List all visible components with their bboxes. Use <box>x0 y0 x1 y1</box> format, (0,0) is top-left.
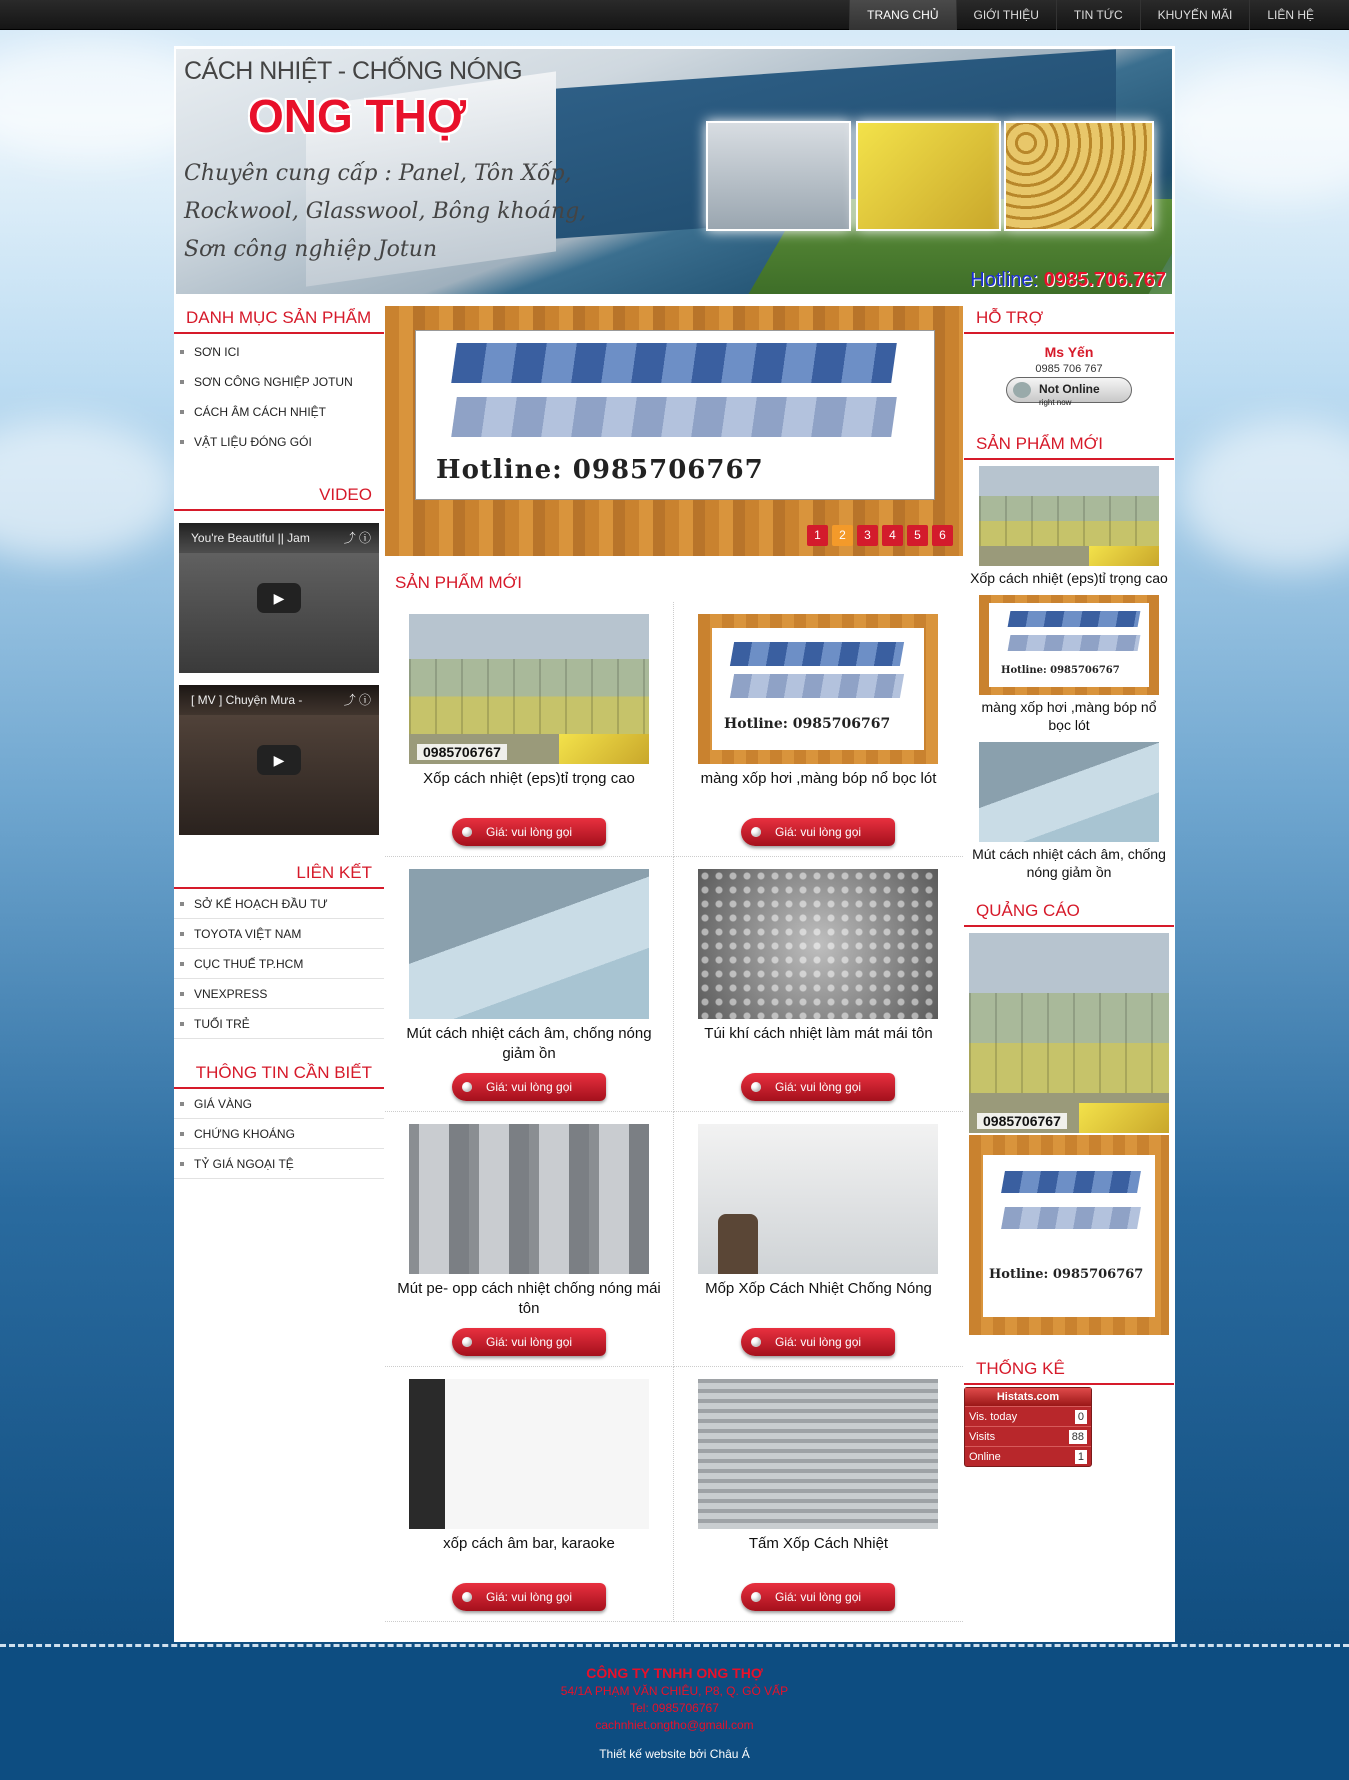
play-icon[interactable]: ▶ <box>257 583 301 613</box>
video-title: VIDEO <box>174 479 384 511</box>
footer-designer[interactable]: Thiết kế website bởi Châu Á <box>599 1747 750 1761</box>
link-item[interactable]: TUỔI TRẺ <box>174 1009 384 1039</box>
header-banner[interactable] <box>176 49 1172 294</box>
category-item-cach-am[interactable]: CÁCH ÂM CÁCH NHIỆT <box>174 397 384 427</box>
product-name[interactable]: màng xốp hơi ,màng bóp nổ bọc lót <box>700 770 937 787</box>
product-image[interactable] <box>409 869 649 1019</box>
product-image[interactable] <box>698 614 938 764</box>
slider-page-2[interactable]: 2 <box>832 525 853 546</box>
new-products-title: SẢN PHẨM MỚI <box>395 573 522 592</box>
info-title: THÔNG TIN CẦN BIẾT <box>174 1057 384 1089</box>
banner-headline: CÁCH NHIỆT - CHỐNG NÓNG <box>184 57 523 85</box>
histats-brand: Histats.com <box>965 1388 1091 1406</box>
price-button[interactable]: Giá: vui lòng gọi <box>741 1328 895 1356</box>
right-sidebar <box>964 302 1174 1467</box>
slider-page-3[interactable]: 3 <box>857 525 878 546</box>
info-menu <box>174 1089 384 1179</box>
nav-item-contact[interactable]: LIÊN HỆ <box>1249 0 1331 30</box>
panel-graphic <box>730 642 904 666</box>
video-player[interactable] <box>179 685 379 835</box>
product-image[interactable] <box>698 1124 938 1274</box>
price-button[interactable]: Giá: vui lòng gọi <box>741 1583 895 1611</box>
stats-label: Online <box>969 1451 1001 1463</box>
product-name[interactable]: Mốp Xốp Cách Nhiệt Chống Nóng <box>705 1280 932 1297</box>
video-title-bar <box>179 523 379 553</box>
price-button[interactable]: Giá: vui lòng gọi <box>452 1328 606 1356</box>
support-title: HỖ TRỢ <box>964 302 1174 334</box>
nav-item-news[interactable]: TIN TỨC <box>1056 0 1140 30</box>
side-product-name[interactable]: Xốp cách nhiệt (eps)tỉ trọng cao <box>970 570 1168 586</box>
support-phone: 0985 706 767 <box>1035 363 1103 375</box>
product-card[interactable] <box>674 1112 963 1367</box>
ad-hotline: Hotline: 0985706767 <box>989 1267 1144 1282</box>
info-item-exchange[interactable]: TỶ GIÁ NGOẠI TỆ <box>174 1149 384 1179</box>
side-product[interactable] <box>964 742 1174 881</box>
product-card[interactable] <box>385 1367 674 1622</box>
video-title-text: You're Beautiful || Jam <box>191 531 310 545</box>
support-name: Ms Yến <box>1044 344 1094 360</box>
slider-page-1[interactable]: 1 <box>807 525 828 546</box>
product-name[interactable]: Mút pe- opp cách nhiệt chống nóng mái tôn <box>397 1280 661 1317</box>
product-card[interactable] <box>385 1112 674 1367</box>
video-title-bar <box>179 685 379 715</box>
footer-address: 54/1A PHẠM VĂN CHIÊU, P8, Q. GÒ VẤP <box>560 1684 789 1698</box>
cloud-decoration <box>1180 420 1349 570</box>
histats-counter[interactable] <box>964 1387 1092 1467</box>
nav-item-home[interactable]: TRANG CHỦ <box>849 0 955 30</box>
slider-page-6[interactable]: 6 <box>932 525 953 546</box>
category-item-son-ici[interactable]: SƠN ICI <box>174 337 384 367</box>
side-product-image[interactable] <box>979 742 1159 842</box>
product-name[interactable]: Mút cách nhiệt cách âm, chống nóng giảm ồn <box>406 1025 652 1062</box>
footer <box>0 1644 1349 1780</box>
ads-title: QUẢNG CÁO <box>964 895 1174 927</box>
stats-value: 0 <box>1075 1410 1087 1424</box>
price-button[interactable]: Giá: vui lòng gọi <box>741 1073 895 1101</box>
side-product-image[interactable] <box>979 466 1159 566</box>
video-player[interactable] <box>179 523 379 673</box>
price-button[interactable]: Giá: vui lòng gọi <box>741 818 895 846</box>
category-menu <box>174 334 384 457</box>
banner-product-image <box>706 121 851 231</box>
price-button[interactable]: Giá: vui lòng gọi <box>452 1583 606 1611</box>
banner-brand-logo: ONG THỢ <box>248 90 467 142</box>
side-product-image[interactable] <box>979 595 1159 695</box>
links-title: LIÊN KẾT <box>174 857 384 889</box>
product-swatch <box>1089 546 1159 566</box>
ads-box <box>964 927 1174 1335</box>
product-name[interactable]: Tấm Xốp Cách Nhiệt <box>748 1535 889 1552</box>
stats-value: 88 <box>1069 1430 1087 1444</box>
product-card[interactable] <box>385 602 674 857</box>
panel-graphic <box>730 674 904 698</box>
product-image-board <box>712 628 924 750</box>
share-info-icon[interactable]: ⤴ ⓘ <box>343 531 371 545</box>
link-item[interactable]: CỤC THUẾ TP.HCM <box>174 949 384 979</box>
stats-title: THỐNG KÊ <box>964 1353 1174 1385</box>
top-navigation <box>0 0 1349 30</box>
chat-status-subtext: right now <box>1039 398 1072 407</box>
footer-tel: Tel: 0985706767 <box>630 1701 719 1715</box>
product-image-hotline: Hotline: 0985706767 <box>724 716 891 732</box>
links-menu <box>174 889 384 1039</box>
cloud-decoration <box>0 420 180 560</box>
ad-banner[interactable] <box>969 933 1169 1133</box>
ad-banner[interactable] <box>969 1135 1169 1335</box>
chat-status-text: Not Online <box>1039 382 1100 396</box>
new-products-list <box>964 460 1174 881</box>
product-image[interactable] <box>409 1379 649 1529</box>
info-item-stocks[interactable]: CHỨNG KHOÁNG <box>174 1119 384 1149</box>
stats-label: Vis. today <box>969 1411 1018 1423</box>
play-icon[interactable]: ▶ <box>257 745 301 775</box>
slider-image <box>415 330 935 500</box>
category-item-vat-lieu[interactable]: VẬT LIỆU ĐÓNG GÓI <box>174 427 384 457</box>
chat-status-button[interactable] <box>1006 377 1132 407</box>
link-item[interactable]: VNEXPRESS <box>174 979 384 1009</box>
side-product-name[interactable]: Mút cách nhiệt cách âm, chống nóng giảm ồn <box>972 846 1166 880</box>
page-container <box>174 46 1175 1642</box>
product-card[interactable] <box>674 1367 963 1622</box>
category-item-jotun[interactable]: SƠN CÔNG NGHIỆP JOTUN <box>174 367 384 397</box>
nav-item-promotions[interactable]: KHUYẾN MÃI <box>1140 0 1250 30</box>
stats-row <box>965 1406 1091 1426</box>
info-item-gold[interactable]: GIÁ VÀNG <box>174 1089 384 1119</box>
product-image-hotline: Hotline: 0985706767 <box>1001 665 1120 676</box>
product-image[interactable] <box>409 1124 649 1274</box>
product-card[interactable] <box>674 857 963 1112</box>
side-product[interactable] <box>964 466 1174 587</box>
panel-graphic <box>451 343 897 383</box>
cloud-decoration <box>1160 60 1349 200</box>
stats-row <box>965 1426 1091 1446</box>
slider-page-5[interactable]: 5 <box>907 525 928 546</box>
price-button[interactable]: Giá: vui lòng gọi <box>452 1073 606 1101</box>
support-box <box>964 334 1174 428</box>
link-item[interactable]: SỞ KẾ HOẠCH ĐẦU TƯ <box>174 889 384 919</box>
left-sidebar <box>174 302 384 1179</box>
product-name[interactable]: Túi khí cách nhiệt làm mát mái tôn <box>704 1025 933 1042</box>
ad-phone: 0985706767 <box>977 1113 1067 1129</box>
new-products-side-title: SẢN PHẨM MỚI <box>964 428 1174 460</box>
product-image[interactable] <box>409 614 649 764</box>
product-image[interactable] <box>698 1379 938 1529</box>
banner-product-image <box>856 121 1001 231</box>
panel-graphic <box>1001 1171 1141 1193</box>
banner-hotline <box>970 269 1166 292</box>
footer-company: CÔNG TY TNHH ONG THỢ <box>586 1665 763 1681</box>
stats-label: Visits <box>969 1431 996 1443</box>
panel-graphic <box>1008 635 1141 651</box>
share-info-icon[interactable]: ⤴ ⓘ <box>343 693 371 707</box>
panel-graphic <box>1001 1207 1141 1229</box>
product-swatch <box>1079 1103 1169 1133</box>
image-slider[interactable] <box>385 306 963 556</box>
stats-value: 1 <box>1075 1450 1087 1464</box>
side-product-name[interactable]: màng xốp hơi ,màng bóp nổ bọc lót <box>981 699 1157 733</box>
panel-graphic <box>1008 611 1141 627</box>
product-swatch <box>559 734 649 764</box>
product-name[interactable]: Xốp cách nhiệt (eps)tỉ trọng cao <box>423 770 635 787</box>
slider-page-4[interactable]: 4 <box>882 525 903 546</box>
link-item[interactable]: TOYOTA VIỆT NAM <box>174 919 384 949</box>
banner-hotline-number: 0985.706.767 <box>1043 269 1166 291</box>
slider-pagination <box>807 525 953 546</box>
product-image-phone: 0985706767 <box>417 744 507 760</box>
slider-hotline: Hotline: 0985706767 <box>436 455 764 485</box>
product-card[interactable] <box>385 857 674 1112</box>
panel-graphic <box>451 397 897 437</box>
product-name[interactable]: xốp cách âm bar, karaoke <box>443 1535 615 1552</box>
product-image-board <box>989 603 1149 687</box>
stats-row <box>965 1446 1091 1466</box>
product-image-board <box>983 1155 1155 1317</box>
product-image[interactable] <box>698 869 938 1019</box>
price-button[interactable]: Giá: vui lòng gọi <box>452 818 606 846</box>
banner-product-image <box>1004 121 1154 231</box>
banner-tagline: Chuyên cung cấp : Panel, Tôn Xốp, Rockwool, Glasswool, Bông khoáng, Sơn công nghiệp Jotun <box>184 161 587 262</box>
footer-email[interactable]: cachnhiet.ongtho@gmail.com <box>595 1718 754 1732</box>
video-title-text: [ MV ] Chuyện Mưa - <box>191 693 303 707</box>
product-card[interactable] <box>674 602 963 857</box>
banner-hotline-label: Hotline: <box>970 269 1039 291</box>
nav-item-about[interactable]: GIỚI THIỆU <box>956 0 1056 30</box>
side-product[interactable] <box>964 595 1174 734</box>
categories-title: DANH MỤC SẢN PHẨM <box>174 302 384 334</box>
